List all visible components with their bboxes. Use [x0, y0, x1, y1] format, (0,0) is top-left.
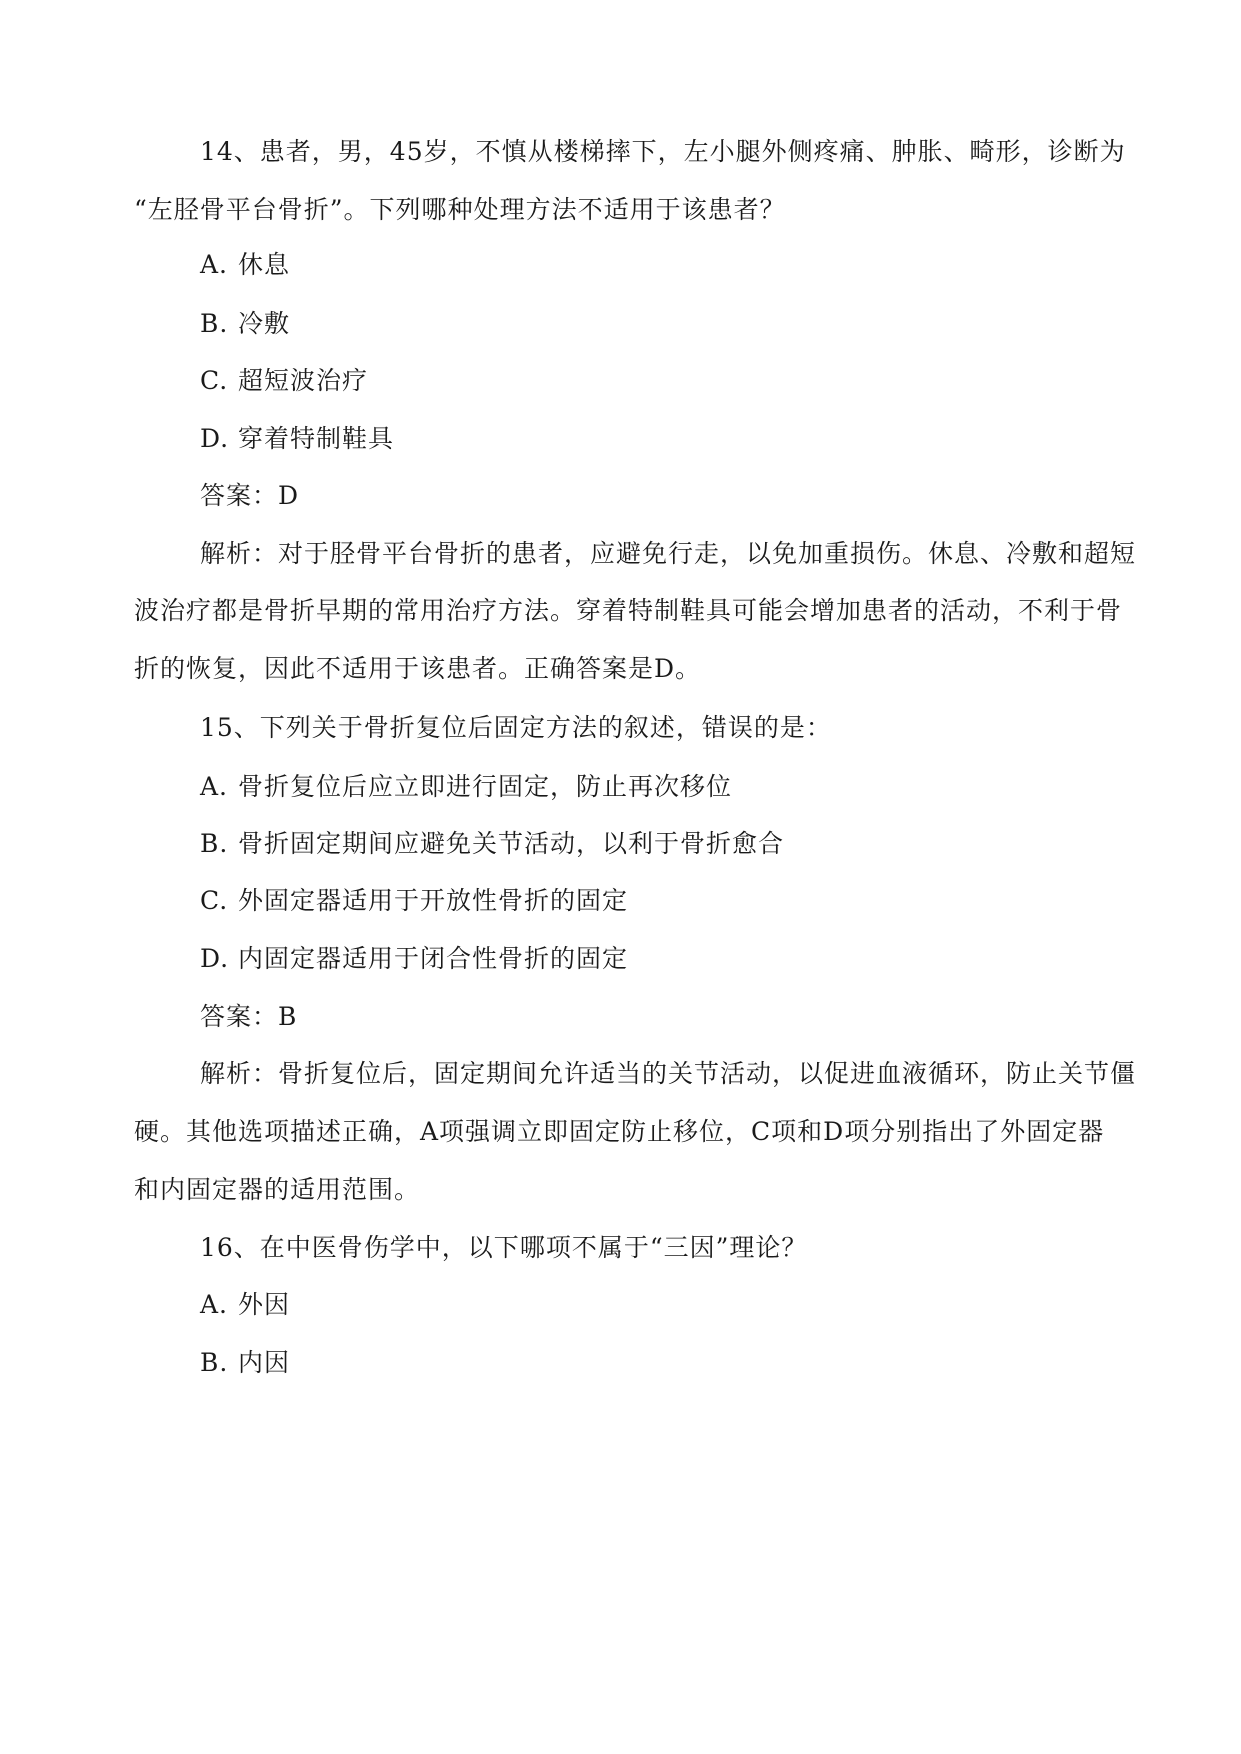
question-15-option-c [200, 884, 628, 918]
option-text: 外因 [238, 1290, 291, 1319]
question-15-option-a [200, 770, 732, 804]
option-text: 超短波治疗 [238, 366, 369, 395]
question-14-option-d [200, 422, 394, 456]
question-15-option-b [200, 827, 784, 861]
question-16-option-b [200, 1346, 290, 1380]
question-14-option-a [200, 248, 290, 282]
question-14-option-c [200, 364, 368, 398]
option-letter: A. [200, 250, 229, 279]
option-text: 内固定器适用于闭合性骨折的固定 [238, 944, 629, 973]
option-text: 内因 [238, 1348, 291, 1377]
option-letter: B. [200, 309, 229, 338]
option-letter: A. [200, 1290, 229, 1319]
question-14-analysis-line1: 解析：对于胫骨平台骨折的患者，应避免行走，以免加重损伤。休息、冷敷和超短 [200, 539, 1137, 568]
question-16-option-a [200, 1288, 290, 1322]
option-letter: D. [200, 424, 230, 453]
question-16-stem-line1: 16、在中医骨伤学中，以下哪项不属于“三因”理论？ [200, 1233, 808, 1262]
option-text: 外固定器适用于开放性骨折的固定 [238, 886, 629, 915]
question-15-answer: 答案：B [200, 1002, 298, 1031]
option-text: 骨折固定期间应避免关节活动，以利于骨折愈合 [238, 829, 785, 858]
option-letter: C. [200, 366, 229, 395]
option-text: 骨折复位后应立即进行固定，防止再次移位 [238, 772, 733, 801]
option-text: 穿着特制鞋具 [238, 424, 395, 453]
option-letter: C. [200, 886, 229, 915]
question-15-analysis-line2: 硬。其他选项描述正确，A项强调立即固定防止移位，C项和D项分别指出了外固定器 [134, 1117, 1105, 1146]
question-15-stem-line1: 15、下列关于骨折复位后固定方法的叙述，错误的是： [200, 713, 832, 742]
option-letter: B. [200, 829, 229, 858]
option-letter: B. [200, 1348, 229, 1377]
question-15-analysis-line1: 解析：骨折复位后，固定期间允许适当的关节活动，以促进血液循环，防止关节僵 [200, 1059, 1137, 1088]
question-14-answer: 答案：D [200, 481, 300, 510]
question-15-analysis-line3: 和内固定器的适用范围。 [134, 1175, 421, 1204]
question-14-analysis-line2: 波治疗都是骨折早期的常用治疗方法。穿着特制鞋具可能会增加患者的活动，不利于骨 [134, 596, 1123, 625]
question-14-stem-line1: 14、患者，男，45岁，不慎从楼梯摔下，左小腿外侧疼痛、肿胀、畸形，诊断为 [200, 137, 1126, 166]
question-14-stem-line2: “左胫骨平台骨折”。下列哪种处理方法不适用于该患者？ [134, 195, 786, 224]
option-letter: A. [200, 772, 229, 801]
option-text: 休息 [238, 250, 291, 279]
option-letter: D. [200, 944, 230, 973]
question-14-analysis-line3: 折的恢复，因此不适用于该患者。正确答案是D。 [134, 654, 702, 683]
option-text: 冷敷 [238, 309, 291, 338]
question-14-option-b [200, 307, 290, 341]
question-15-option-d [200, 942, 628, 976]
